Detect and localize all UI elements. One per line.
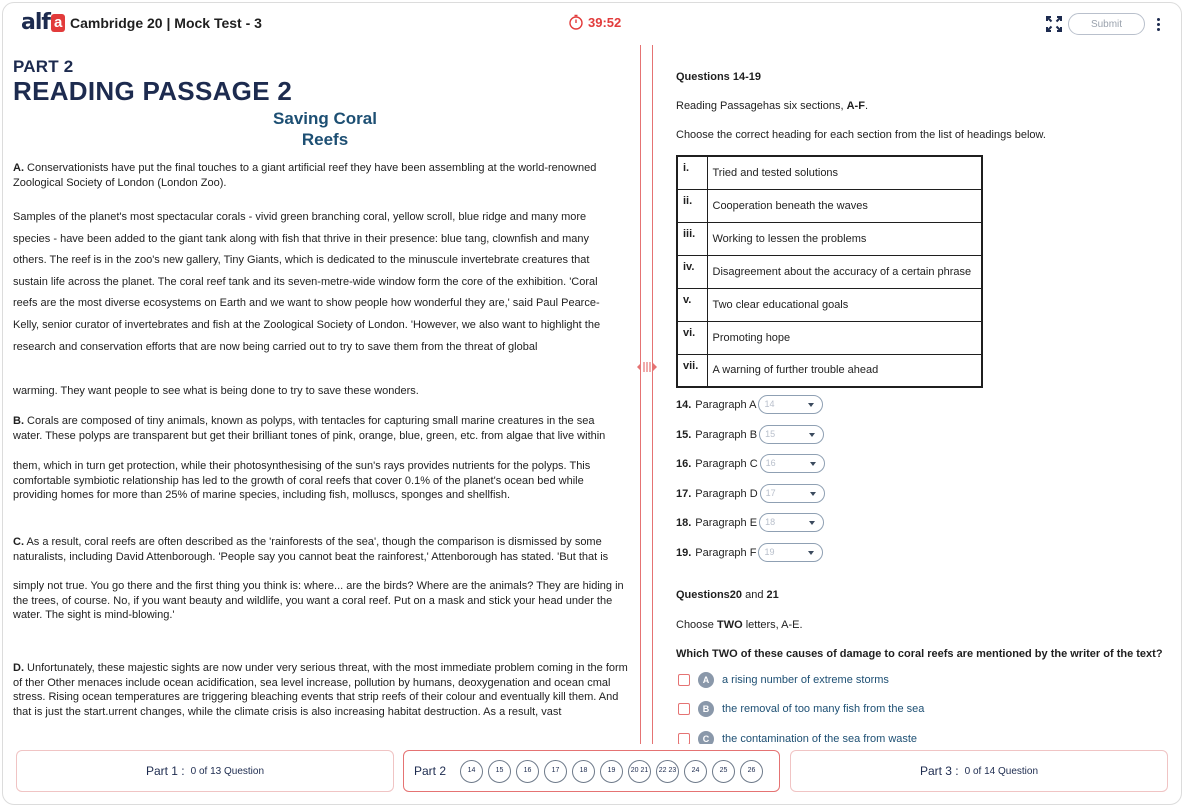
headings-table — [676, 155, 983, 388]
caret-down-icon — [810, 462, 816, 466]
question-nav-25[interactable]: 25 — [712, 760, 735, 783]
question-nav-16[interactable]: 16 — [516, 760, 539, 783]
questions-20-21-title: Questions20 and 21 — [676, 589, 779, 601]
answer-select-15[interactable]: 15 — [759, 425, 824, 444]
paragraph-a-label: A. — [13, 162, 24, 174]
logo-main: alf — [21, 10, 50, 35]
question-nav-20-21[interactable]: 20 21 — [628, 760, 651, 783]
logo — [21, 12, 65, 34]
fullscreen-icon[interactable] — [1044, 14, 1064, 34]
questions-14-19-title: Questions 14-19 — [676, 71, 761, 83]
option-a-text: a rising number of extreme storms — [722, 674, 889, 686]
question-17: 17. Paragraph D 17 — [676, 484, 825, 503]
heading-row: vi. Promoting hope — [677, 321, 982, 354]
timer-value: 39:52 — [588, 14, 622, 30]
answer-select-16[interactable]: 16 — [760, 454, 825, 473]
part-2-card[interactable]: Part 2 14 15 16 17 18 19 20 21 22 23 24 25 26 — [403, 750, 780, 792]
questions-20-21-prompt: Which TWO of these causes of damage to coral reefs are mentioned by the writer of the text? — [676, 648, 1163, 660]
answer-select-14[interactable]: 14 — [758, 395, 823, 414]
answer-select-19[interactable]: 19 — [758, 543, 823, 562]
paragraph-b-label: B. — [13, 415, 24, 427]
caret-down-icon — [809, 521, 815, 525]
logo-accent: a — [51, 14, 65, 32]
question-19: 19. Paragraph F 19 — [676, 543, 823, 562]
question-nav-17[interactable]: 17 — [544, 760, 567, 783]
part-1-card[interactable]: Part 1 : 0 of 13 Question — [16, 750, 394, 792]
paragraph-a-body: Samples of the planet's most spectacular corals - vivid green branching coral, yellow scroll, blue ridge and many more species - have been added to the giant tank along with fish that thrive in their presence: blue tang, clownfish and many others. The reef is in the zoo's new gallery, Tiny Giants, which is dedicated to the minuscule invertebrate creatures that sustain life across the planet. The coral reef tank and its seven-metre-wide window form the core of the exhibition. 'Coral reefs are the most diverse ecosystems on Earth and we want to show people how wonderful they are,' said Paul Pearce-Kelly, senior curator of invertebrates and fish at the Zoological Society of London. 'However, we also want to highlight the research and conservation efforts that are now being carried out to try to save them from the threat of global — [13, 211, 601, 353]
answer-select-18[interactable]: 18 — [759, 513, 824, 532]
question-nav-19[interactable]: 19 — [600, 760, 623, 783]
option-b-text: the removal of too many fish from the sea — [722, 703, 925, 715]
question-18: 18. Paragraph E 18 — [676, 513, 824, 532]
questions-14-19-intro: Reading Passagehas six sections, A-F. — [676, 100, 868, 112]
part-navigation — [3, 744, 1181, 805]
answer-select-17[interactable]: 17 — [760, 484, 825, 503]
question-14: 14. Paragraph A 14 — [676, 395, 823, 414]
heading-row: vii. A warning of further trouble ahead — [677, 354, 982, 387]
option-c-text: the contamination of the sea from waste — [722, 733, 918, 744]
more-options-icon[interactable] — [1152, 15, 1164, 33]
part-3-card[interactable]: Part 3 : 0 of 14 Question — [790, 750, 1168, 792]
option-a-checkbox[interactable] — [678, 674, 690, 686]
timer — [568, 14, 621, 30]
option-c-letter: C — [698, 731, 714, 744]
paragraph-c-label: C. — [13, 536, 24, 548]
paragraph-b-tail: them, which in turn get protection, while their photosynthesising of the sun's rays provides nutrients for the polyps. This comfortable symbiotic relationship has led to the growth of coral reefs that cover 0.1% of the planet's ocean bed while providing homes for more than 25% of marine species, including fish, molluscs, sponges and shellfish. — [13, 460, 591, 501]
paragraph-d: D. Unfortunately, these majestic sights are now under very serious threat, with the most immediate problem coming in the form of ther Other menaces include ocean acidification, sea level increase, pollution by humans, deoxygenation and ocean cmal stress. Rising ocean temperatures are triggering bleaching events that strip reefs of their colour and eventually kill them. And that is just the start.urrent changes, while the climate crisis is also increasing habitat destruction. As a result, vast — [13, 662, 628, 718]
app-frame — [2, 2, 1182, 805]
caret-down-icon — [808, 403, 814, 407]
heading-row: ii. Cooperation beneath the waves — [677, 189, 982, 222]
option-b-checkbox[interactable] — [678, 703, 690, 715]
question-nav-24[interactable]: 24 — [684, 760, 707, 783]
option-a[interactable] — [678, 672, 889, 688]
questions-20-21-instructions: Choose TWO letters, A-E. — [676, 619, 803, 631]
test-title: Cambridge 20 | Mock Test - 3 — [70, 15, 262, 31]
questions-panel[interactable] — [655, 45, 1182, 744]
option-b-letter: B — [698, 701, 714, 717]
option-c-checkbox[interactable] — [678, 733, 690, 744]
questions-14-19-instructions: Choose the correct heading for each section from the list of headings below. — [676, 129, 1046, 141]
stopwatch-icon — [568, 14, 584, 30]
caret-down-icon — [809, 433, 815, 437]
option-a-letter: A — [698, 672, 714, 688]
question-16: 16. Paragraph C 16 — [676, 454, 825, 473]
resize-handle-icon[interactable] — [637, 359, 657, 375]
question-nav-14[interactable]: 14 — [460, 760, 483, 783]
question-nav-26[interactable]: 26 — [740, 760, 763, 783]
top-bar — [3, 3, 1181, 43]
caret-down-icon — [808, 551, 814, 555]
paragraph-d-label: D. — [13, 662, 24, 674]
heading-row: iv. Disagreement about the accuracy of a certain phrase — [677, 255, 982, 288]
heading-row: i. Tried and tested solutions — [677, 156, 982, 189]
paragraph-b: B. Corals are composed of tiny animals, known as polyps, with tentacles for capturing small marine creatures in the sea water. These polyps are transparent but get their brilliant tones of pink, orange, blue, green, etc. from algae that live within — [13, 415, 606, 442]
question-nav-22-23[interactable]: 22 23 — [656, 760, 679, 783]
option-c[interactable] — [678, 731, 917, 744]
paragraph-c: C. As a result, coral reefs are often described as the 'rainforests of the sea', though the comparison is dismissed by some naturalists, including David Attenborough. 'People say you cannot beat the rainforest,' Attenborough has stated. 'But that is — [13, 536, 609, 563]
heading-row: v. Two clear educational goals — [677, 288, 982, 321]
panel-divider[interactable] — [640, 45, 654, 744]
question-nav-15[interactable]: 15 — [488, 760, 511, 783]
question-nav-18[interactable]: 18 — [572, 760, 595, 783]
passage-panel[interactable] — [3, 45, 635, 742]
paragraph-a-tail: warming. They want people to see what is being done to try to save these wonders. — [13, 385, 419, 397]
passage-heading: READING PASSAGE 2 — [13, 76, 293, 106]
part-label: PART 2 — [13, 57, 74, 76]
option-b[interactable] — [678, 701, 924, 717]
caret-down-icon — [810, 492, 816, 496]
paragraph-a-intro: A. Conservationists have put the final touches to a giant artificial reef they have been assembling at the world-renowned Zoological Society of London (London Zoo). — [13, 162, 597, 189]
passage-title: Saving Coral Reefs — [273, 109, 377, 149]
submit-button[interactable]: Submit — [1068, 13, 1145, 35]
heading-row: iii. Working to lessen the problems — [677, 222, 982, 255]
question-15: 15. Paragraph B 15 — [676, 425, 824, 444]
paragraph-c-tail: simply not true. You go there and the first thing you think is: where... are the birds? Where are the animals? They are hiding in the trees, of course. No, if you want beauty and wildlife, you want a coral reef. Put on a mask and stick your head under the water. The sight is mind-blowing.' — [13, 580, 624, 621]
